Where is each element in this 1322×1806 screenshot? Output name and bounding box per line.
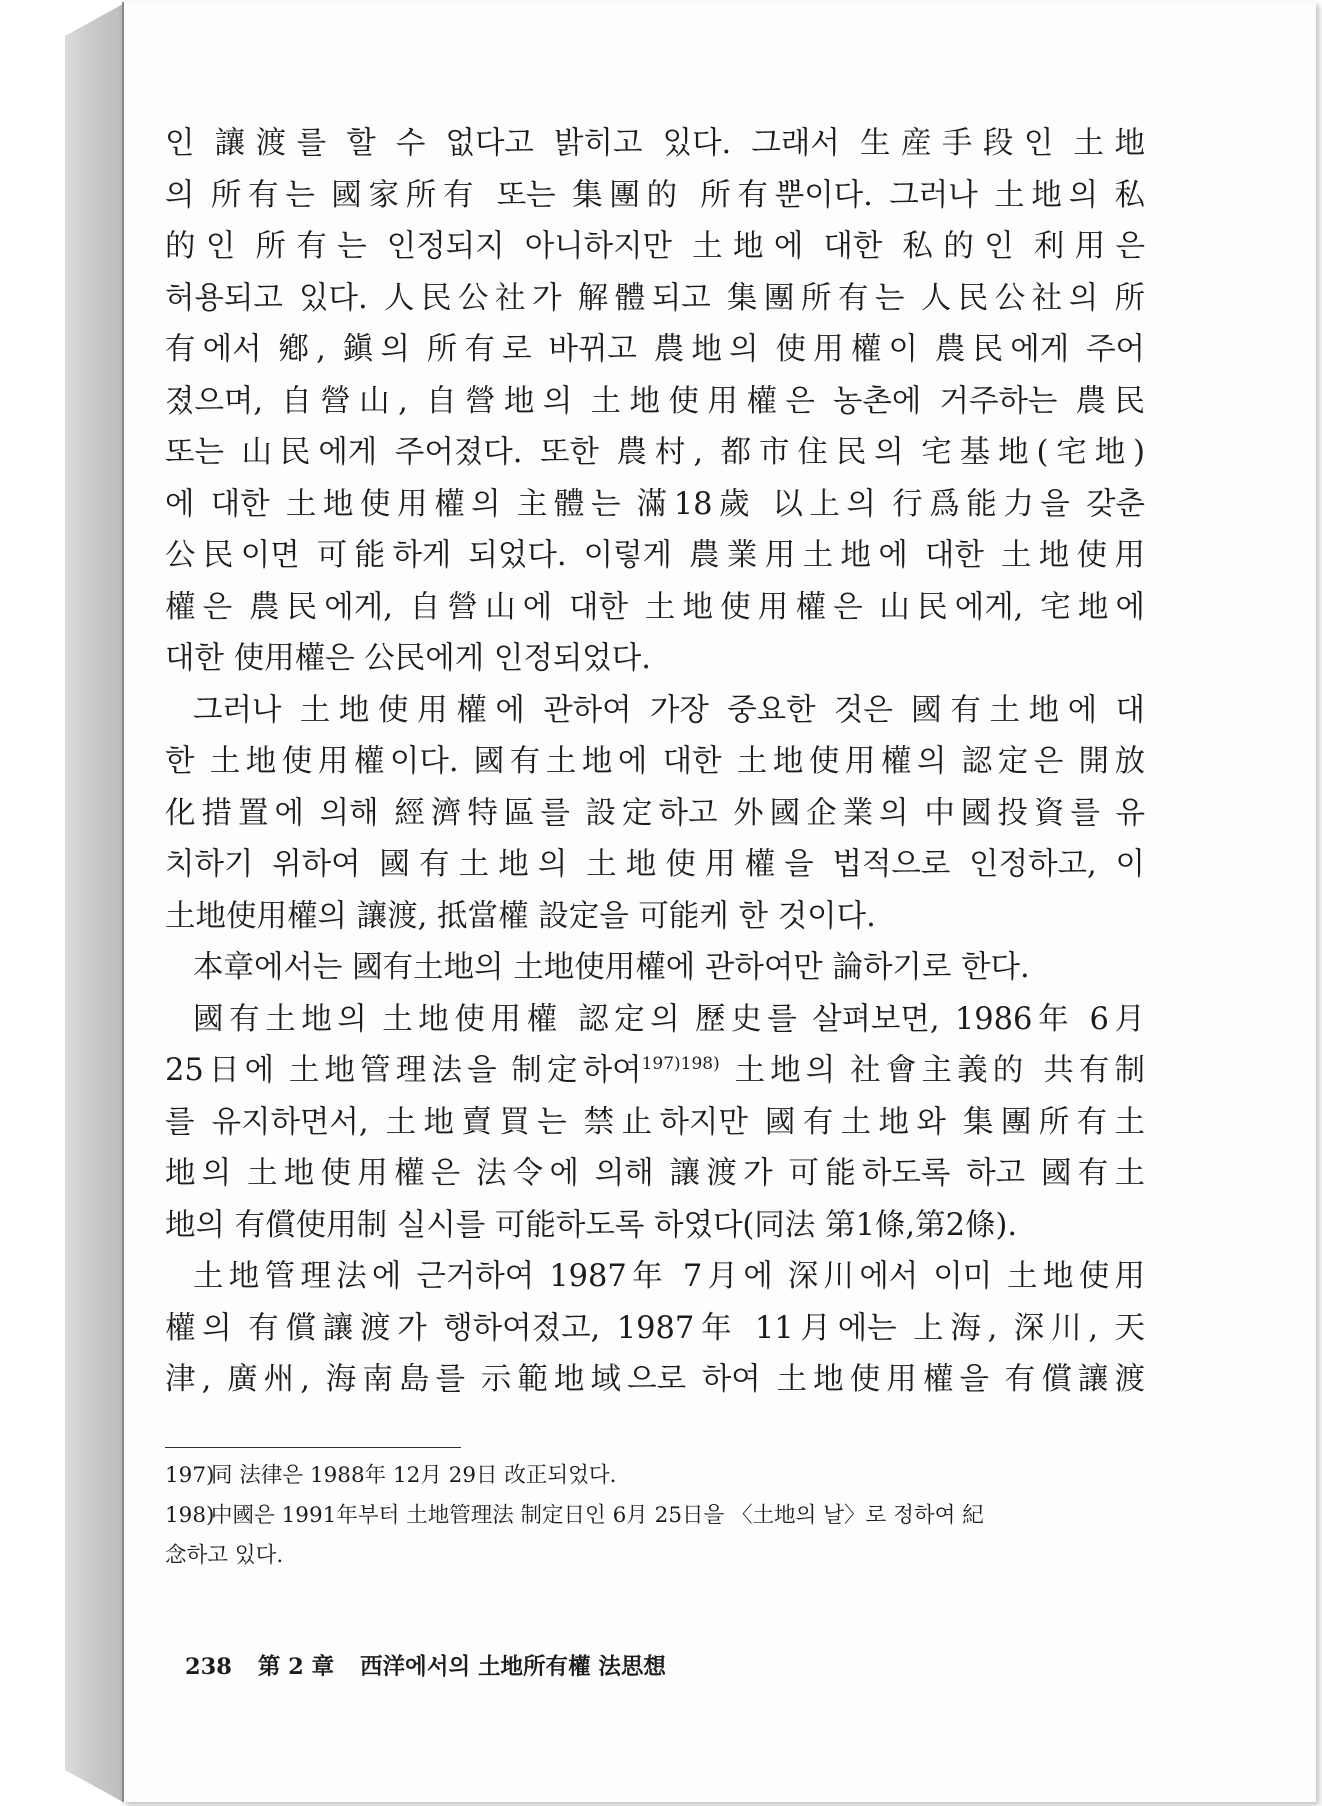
text-line: 한 土地使用權이다. 國有土地에 대한 土地使用權의 認定은 開放 bbox=[165, 744, 1145, 779]
text-line: 또는 山民에게 주어졌다. 또한 農村, 都市住民의 宅基地(宅地) bbox=[165, 435, 1145, 470]
text-line: 치하기 위하여 國有土地의 土地使用權을 법적으로 인정하고, 이 bbox=[165, 847, 1145, 882]
text-line: 졌으며, 自營山, 自營地의 土地使用權은 농촌에 거주하는 農民 bbox=[165, 383, 1145, 419]
chapter-label: 第 2 章 bbox=[257, 1654, 335, 1680]
text-line: 地의 有償使用制 실시를 可能하도록 하였다(同法 第1條,第2條). bbox=[165, 1207, 1018, 1243]
text-line: 地의 土地使用權은 法令에 의해 讓渡가 可能하도록 하고 國有土 bbox=[165, 1156, 1145, 1191]
footnotes bbox=[165, 1456, 1147, 1576]
footnote-divider bbox=[165, 1447, 461, 1448]
text-line: 허용되고 있다. 人民公社가 解體되고 集團所有는 人民公社의 所 bbox=[165, 280, 1145, 316]
text-line: 津, 廣州, 海南島를 示範地域으로 하여 土地使用權을 有償讓渡 bbox=[165, 1362, 1145, 1397]
running-title: 西洋에서의 土地所有權 法思想 bbox=[359, 1654, 666, 1680]
text-line: 의 所有는 國家所有 또는 集團的 所有뿐이다. 그러나 土地의 私 bbox=[165, 177, 1145, 213]
footnote-number: 198) bbox=[165, 1503, 215, 1528]
text-line: 公民이면 可能하게 되었다. 이렇게 農業用土地에 대한 土地使用 bbox=[165, 538, 1145, 573]
page-footer bbox=[185, 1649, 684, 1681]
text-line: 에 대한 土地使用權의 主體는 滿18歲 以上의 行爲能力을 갖춘 bbox=[165, 486, 1145, 522]
text-line: 인 讓渡를 할 수 없다고 밝히고 있다. 그래서 生産手段인 土地 bbox=[165, 126, 1145, 161]
footnote-reference: 197)198) bbox=[641, 1054, 720, 1074]
body-text bbox=[165, 118, 1145, 1406]
footnote-text: 中國은 1991年부터 土地管理法 制定日인 6月 25日을 〈土地의 날〉로 정하여 紀 bbox=[211, 1503, 984, 1528]
page-number: 238 bbox=[185, 1654, 232, 1680]
text-line: 土地管理法에 근거하여 1987年 7月에 深川에서 이미 土地使用 bbox=[193, 1259, 1145, 1294]
text-line: 權의 有償讓渡가 행하여졌고, 1987年 11月에는 上海, 深川, 天 bbox=[165, 1310, 1145, 1346]
text-line: 그러나 土地使用權에 관하여 가장 중요한 것은 國有土地에 대 bbox=[193, 692, 1145, 728]
text-line: 國有土地의 土地使用權 認定의 歷史를 살펴보면, 1986年 6月 bbox=[193, 1001, 1145, 1037]
text-line: 를 유지하면서, 土地賣買는 禁止하지만 國有土地와 集團所有土 bbox=[165, 1104, 1145, 1140]
text-line: 土地使用權의 讓渡, 抵當權 設定을 可能케 한 것이다. bbox=[165, 898, 876, 934]
text-line: 的인 所有는 인정되지 아니하지만 土地에 대한 私的인 利用은 bbox=[165, 229, 1145, 264]
text-segment: 土地의 社會主義的 共有制 bbox=[734, 1053, 1145, 1088]
footnote-text: 同 法律은 1988年 12月 29日 改正되었다. bbox=[211, 1463, 617, 1488]
text-segment: 25日에 土地管理法을 制定하여 bbox=[165, 1053, 642, 1088]
footnote-continuation: 念하고 있다. bbox=[165, 1543, 284, 1568]
text-line: 有에서 鄕, 鎭의 所有로 바뀌고 農地의 使用權이 農民에게 주어 bbox=[165, 332, 1145, 367]
text-line: 本章에서는 國有土地의 土地使用權에 관하여만 論하기로 한다. bbox=[193, 950, 1030, 985]
text-line-with-footnote bbox=[165, 1045, 1145, 1097]
footnote bbox=[165, 1496, 1147, 1536]
text-line: 대한 使用權은 公民에게 인정되었다. bbox=[165, 641, 651, 676]
footnote bbox=[165, 1456, 1147, 1496]
book-edge bbox=[65, 4, 123, 1802]
text-line: 化措置에 의해 經濟特區를 設定하고 外國企業의 中國投資를 유 bbox=[165, 795, 1145, 831]
text-line: 權은 農民에게, 自營山에 대한 土地使用權은 山民에게, 宅地에 bbox=[165, 589, 1145, 625]
footnote-number: 197) bbox=[165, 1463, 215, 1488]
